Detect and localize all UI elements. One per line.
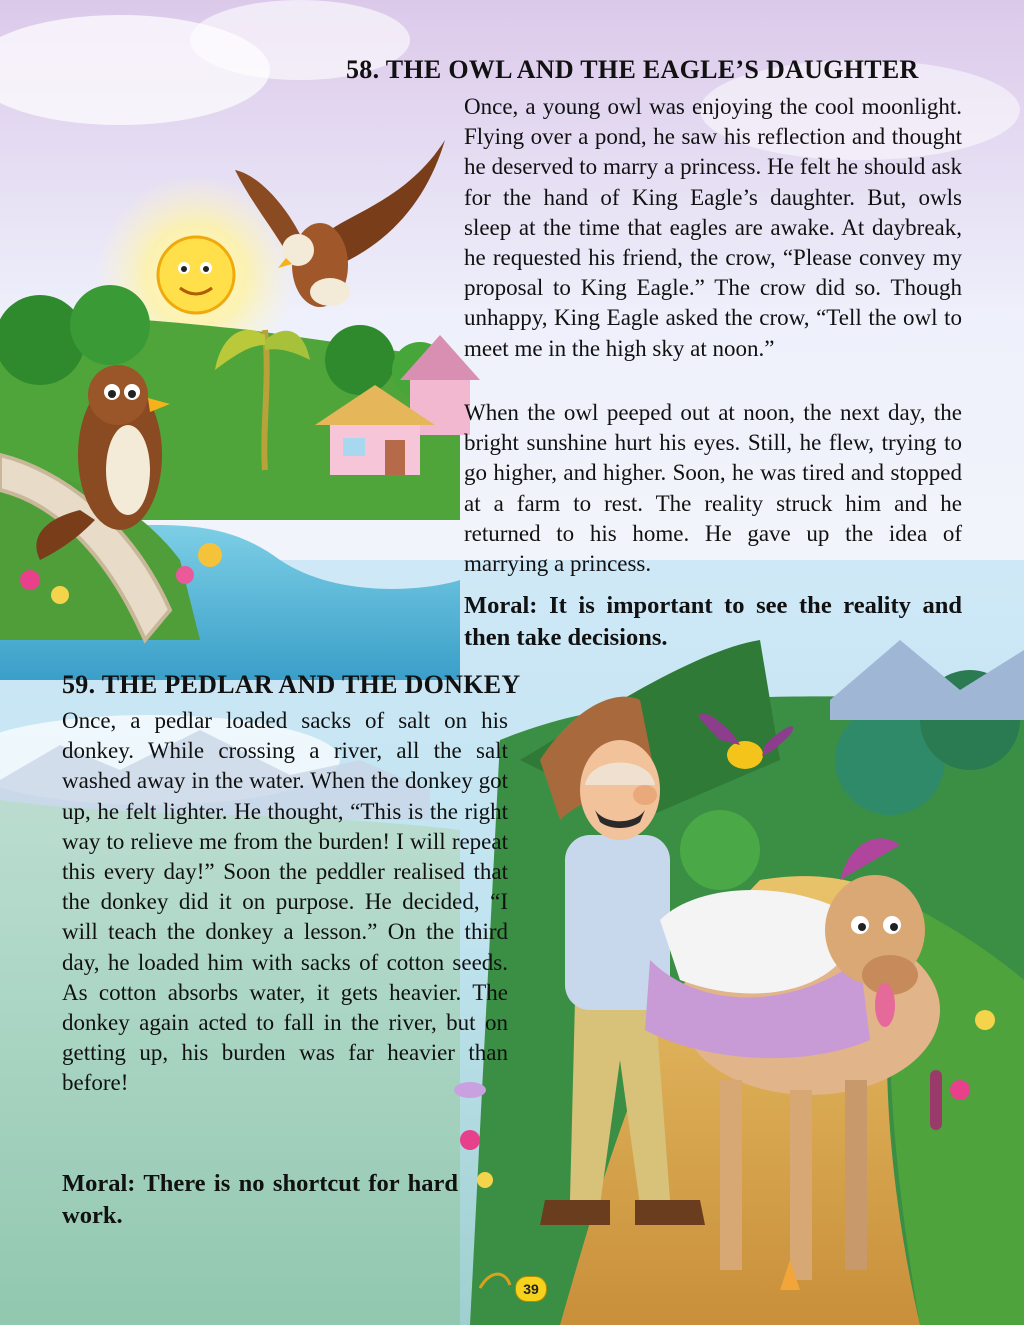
story-58-moral: Moral: It is important to see the reality and then take decisions.	[464, 592, 962, 651]
story-58-paragraph-2: When the owl peeped out at noon, the next day, the bright sunshine hurt his eyes. Still, he flew, trying to go higher, and higher. Soon, he was tired and stopped at a farm to rest. The reality struck him and he returned to his home. He gave up the idea of marrying a princess.	[464, 400, 962, 577]
page-number: 39	[515, 1276, 547, 1302]
story-59-paragraph-1: Once, a pedlar loaded sacks of salt on his donkey. While crossing a river, all the salt washed away in the water. When the donkey got up, he felt lighter. He thought, “This is the right way to relieve me from the burden! I will repeat this every day!” Soon the peddler realised that the donkey did it on purpose. He decided, “I will teach the donkey a lesson.” On the third day, he loaded him with sacks of cotton seeds. As cotton absorbs water, it gets heavier. The donkey again acted to fall in the river, but on getting up, his burden was far heavier than before!	[62, 708, 508, 1096]
story-58-paragraph-1: Once, a young owl was enjoying the cool moonlight. Flying over a pond, he saw his reflection and thought he deserved to marry a princess. He felt he should ask for the hand of King Eagle’s daughter. But, owls sleep at the time that eagles are awake. At daybreak, he requested his friend, the crow, “Please convey my proposal to King Eagle.” The crow did so. Though unhappy, King Eagle asked the crow, “Tell the owl to meet me in the high sky at noon.”	[464, 94, 962, 361]
story-58-title: 58. THE OWL AND THE EAGLE’S DAUGHTER	[346, 55, 919, 84]
story-59-moral: Moral: There is no shortcut for hard work.	[62, 1170, 458, 1229]
story-59-title: 59. THE PEDLAR AND THE DONKEY	[62, 670, 521, 699]
